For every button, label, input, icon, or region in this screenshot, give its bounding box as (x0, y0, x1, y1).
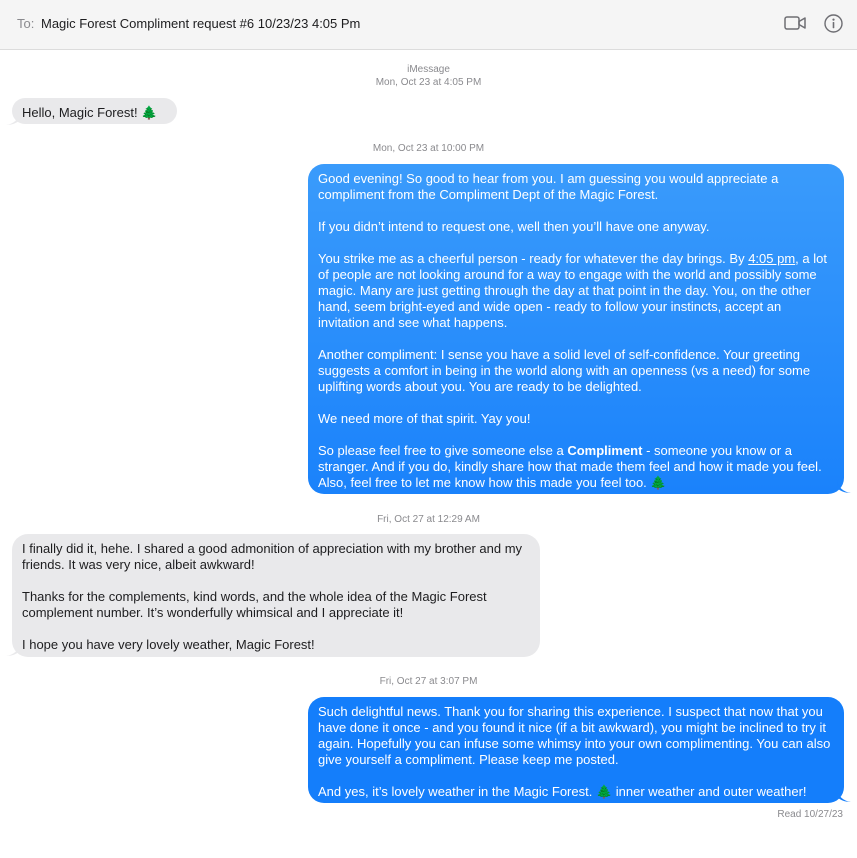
service-label: iMessage (407, 64, 450, 75)
bubble-tail (6, 643, 20, 657)
message-paragraph: So please feel free to give someone else a Compliment - someone you know or a stranger. And if you do, kindly share how that made them feel and how it made you feel. Also, feel free to let me know how this made you feel too. 🌲 (318, 443, 822, 490)
timestamp: Mon, Oct 23 at 10:00 PM (372, 143, 485, 154)
message-paragraph: Thanks for the complements, kind words, and the whole idea of the Magic Forest complement number. It’s wonderfully whimsical and I appreciate it! (22, 589, 487, 620)
message-paragraph: I finally did it, hehe. I shared a good admonition of appreciation with my brother and my friends. It was very nice, albeit awkward! (22, 541, 523, 572)
message-text: Hello, Magic Forest! 🌲 (22, 105, 158, 120)
bubble-tail (837, 480, 851, 494)
timestamp: Fri, Oct 27 at 12:29 AM (377, 514, 480, 525)
outgoing-message[interactable] (308, 164, 844, 494)
timestamp: Mon, Oct 23 at 4:05 PM (375, 77, 482, 88)
message-paragraph: I hope you have very lovely weather, Magic Forest! (22, 637, 315, 652)
timestamp: Fri, Oct 27 at 3:07 PM (379, 676, 478, 687)
info-icon[interactable] (824, 14, 843, 33)
bubble-tail (6, 112, 20, 126)
bubble-tail (837, 789, 851, 803)
message-paragraph: Another compliment: I sense you have a solid level of self-confidence. Your greeting suggests a comfort in being in the world along with an openness (vs a need) for some uplifting words about you. You are ready to be delighted. (318, 347, 811, 394)
video-camera-icon[interactable] (784, 15, 806, 31)
recipient-field[interactable]: Magic Forest Compliment request #6 10/23/23 4:05 Pm (41, 16, 361, 31)
time-link[interactable]: 4:05 pm (748, 251, 796, 266)
message-paragraph: We need more of that spirit. Yay you! (318, 411, 531, 426)
incoming-message[interactable] (12, 534, 540, 657)
message-paragraph: You strike me as a cheerful person - ready for whatever the day brings. By 4:05 pm, a lot of people are not looking around for a way to engage with the world and possibly some magic. Many are just getting through the day at that point in the day. You, on the other hand, seem bright-eyed and wide open - ready to follow your instincts, accept an invitation and see what happens. (318, 251, 827, 330)
message-paragraph: And yes, it’s lovely weather in the Magic Forest. 🌲 inner weather and outer weather! (318, 784, 807, 799)
conversation-header (0, 0, 857, 50)
incoming-message[interactable] (12, 98, 177, 124)
message-paragraph: If you didn’t intend to request one, well then you’ll have one anyway. (318, 219, 710, 234)
outgoing-message[interactable] (308, 697, 844, 803)
to-label: To: (17, 16, 35, 31)
message-paragraph: Such delightful news. Thank you for sharing this experience. I suspect that now that you have done it once - and you found it nice (if a bit awkward), you might be inclined to try it again. Hopefully you can infuse some whimsy into your own complimenting. You can also give yourself a compliment. Please keep me posted. (318, 704, 831, 767)
message-thread[interactable] (0, 51, 857, 858)
read-receipt: Read 10/27/23 (777, 809, 843, 820)
message-paragraph: Good evening! So good to hear from you. I am guessing you would appreciate a compliment from the Compliment Dept of the Magic Forest. (318, 171, 779, 202)
